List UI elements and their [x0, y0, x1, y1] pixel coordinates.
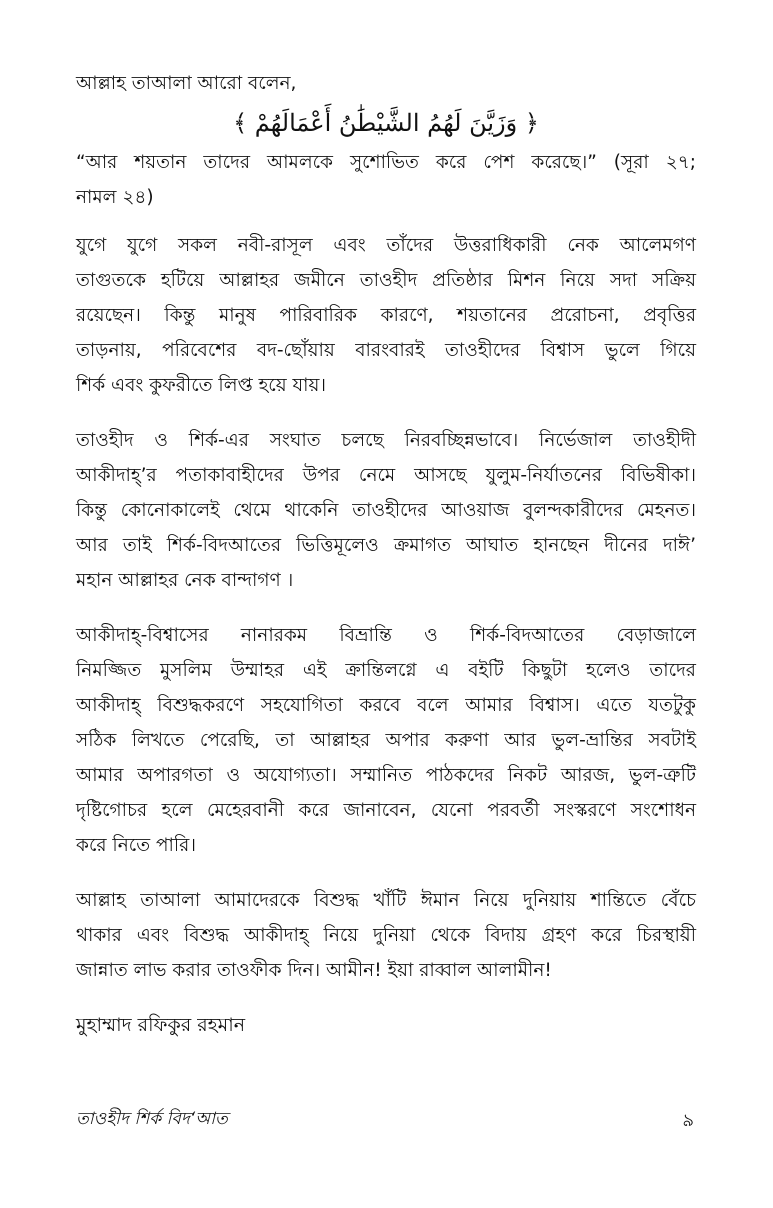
paragraph-line: যুগে যুগে সকল নবী-রাসূল এবং তাঁদের উত্তরাধিকারী নেক আলেমগণ — [76, 235, 696, 256]
paragraph-line: তাড়নায়, পরিবেশের বদ-ছোঁয়ায় বারংবারই তাওহীদের বিশ্বাস ভুলে গিয়ে — [76, 340, 696, 361]
quran-verse-arabic: ﴿ وَزَيَّنَ لَهُمُ الشَّيْطَٰنُ أَعْمَالَهُمْ ﴾ — [233, 109, 539, 137]
paragraph-line: আকীদাহ্’র পতাকাবাহীদের উপর নেমে আসছে যুলুম-নির্যাতনের বিভিষীকা। — [76, 465, 696, 486]
paragraph-line: রয়েছেন। কিন্তু মানুষ পারিবারিক কারণে, শয়তানের প্ররোচনা, প্রবৃত্তির — [76, 305, 696, 326]
intro-paragraph — [76, 66, 696, 215]
author-signature: মুহাম্মাদ রফিকুর রহমান — [76, 1014, 246, 1036]
paragraph — [76, 423, 696, 598]
paragraph-line: তাওহীদ ও শির্ক-এর সংঘাত চলছে নিরবচ্ছিন্নভাবে। নির্ভেজাল তাওহীদী — [76, 430, 696, 451]
paragraph-line: জান্নাত লাভ করার তাওফীক দিন। আমীন! ইয়া রাব্বাল আলামীন! — [76, 960, 552, 981]
intro-line: আল্লাহ তাআলা আরো বলেন, — [76, 73, 297, 94]
translation-line: নামল ২৪) — [76, 187, 154, 208]
paragraph-line: নিমজ্জিত মুসলিম উম্মাহর এই ক্রান্তিলগ্নে এ বইটি কিছুটা হলেও তাদের — [76, 660, 696, 681]
paragraph — [76, 228, 696, 403]
paragraph-line: করে নিতে পারি। — [76, 835, 196, 856]
page-number: ৯ — [682, 1110, 694, 1131]
paragraph-line: আমার অপারগতা ও অযোগ্যতা। সম্মানিত পাঠকদের নিকট আরজ, ভুল-ত্রুটি — [76, 765, 696, 786]
paragraph-line: সঠিক লিখতে পেরেছি, তা আল্লাহর অপার করুণা আর ভুল-ভ্রান্তির সবটাই — [76, 730, 696, 751]
running-title: তাওহীদ শির্ক বিদ‘আত — [76, 1109, 228, 1129]
page-footer — [76, 1106, 694, 1134]
paragraph — [76, 618, 696, 863]
paragraph-line: শির্ক এবং কুফরীতে লিপ্ত হয়ে যায়। — [76, 375, 327, 396]
paragraph-line: আকীদাহ্ বিশুদ্ধকরণে সহযোগিতা করবে বলে আমার বিশ্বাস। এতে যতটুকু — [76, 695, 696, 716]
paragraph — [76, 883, 696, 988]
paragraph-line: মহান আল্লাহর নেক বান্দাগণ । — [76, 570, 294, 591]
translation-line: “আর শয়তান তাদের আমলকে সুশোভিত করে পেশ করেছে।” (সূরা ২৭; — [76, 152, 696, 173]
paragraph-line: তাগুতকে হটিয়ে আল্লাহর জমীনে তাওহীদ প্রতিষ্ঠার মিশন নিয়ে সদা সক্রিয় — [76, 270, 696, 291]
paragraph-line: কিন্তু কোনোকালেই থেমে থাকেনি তাওহীদের আওয়াজ বুলন্দকারীদের মেহনত। — [76, 500, 696, 521]
paragraph-line: আকীদাহ্-বিশ্বাসের নানারকম বিভ্রান্তি ও শির্ক-বিদআতের বেড়াজালে — [76, 625, 696, 646]
page-body — [76, 66, 696, 1043]
paragraph-line: আর তাই শির্ক-বিদআতের ভিত্তিমূলেও ক্রমাগত আঘাত হানছেন দীনের দাঈ’ — [76, 535, 696, 556]
paragraph-line: থাকার এবং বিশুদ্ধ আকীদাহ্ নিয়ে দুনিয়া থেকে বিদায় গ্রহণ করে চিরস্থায়ী — [76, 925, 696, 946]
body-paragraphs — [76, 228, 696, 988]
paragraph-line: দৃষ্টিগোচর হলে মেহেরবানী করে জানাবেন, যেনো পরবর্তী সংস্করণে সংশোধন — [76, 800, 696, 821]
paragraph-line: আল্লাহ তাআলা আমাদেরকে বিশুদ্ধ খাঁটি ঈমান নিয়ে দুনিয়ায় শান্তিতে বেঁচে — [76, 890, 696, 911]
